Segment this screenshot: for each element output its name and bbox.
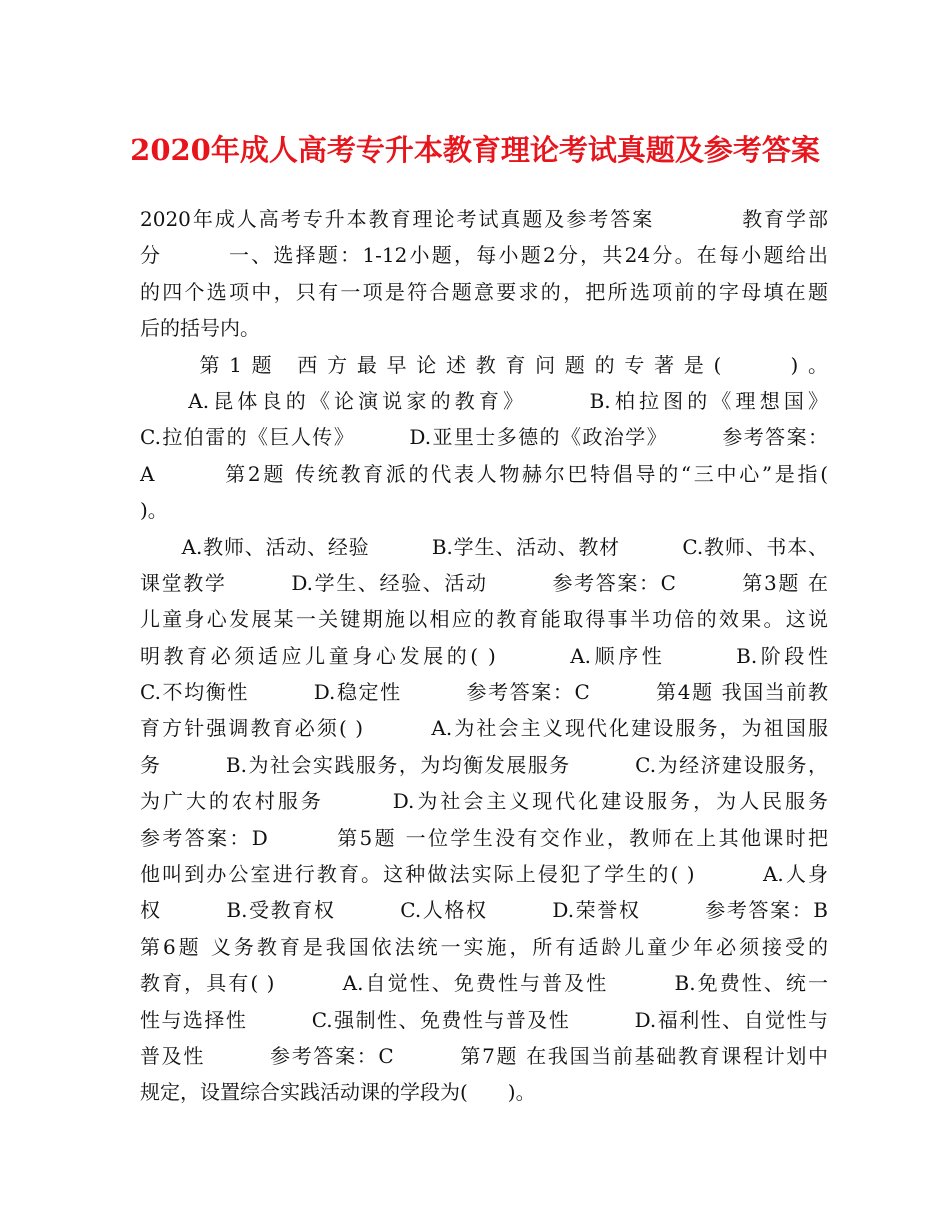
body-line: C.不均衡性 D.稳定性 参考答案：C 第4题 我国当前教 [140, 680, 828, 705]
body-line: 分 一、选择题：1-12小题，每小题2分，共24分。在每小题给出 [140, 243, 828, 268]
body-line: 为广大的农村服务 D.为社会主义现代化建设服务，为人民服务 [140, 789, 828, 814]
body-line: 务 B.为社会实践服务，为均衡发展服务 C.为经济建设服务， [140, 752, 828, 777]
body-line: 的四个选项中，只有一项是符合题意要求的，把所选项前的字母填在题 [140, 279, 828, 304]
body-line: 2020年成人高考专升本教育理论考试真题及参考答案 教育学部 [140, 207, 828, 231]
document-body [140, 201, 828, 1111]
body-line: 参考答案：D 第5题 一位学生没有交作业，教师在上其他课时把 [140, 825, 828, 850]
body-line: A.昆体良的《论演说家的教育》 B.柏拉图的《理想国》 [140, 388, 828, 413]
body-line: 教育，具有( ) A.自觉性、免费性与普及性 B.免费性、统一 [140, 971, 828, 996]
body-line: 他叫到办公室进行教育。这种做法实际上侵犯了学生的( ) A.人身 [140, 862, 828, 887]
body-line: A 第2题 传统教育派的代表人物赫尔巴特倡导的“三中心”是指( [140, 461, 828, 486]
body-line: 普及性 参考答案：C 第7题 在我国当前基础教育课程计划中 [140, 1043, 828, 1068]
body-line: 明教育必须适应儿童身心发展的( ) A.顺序性 B.阶段性 [140, 643, 828, 668]
body-line: 育方针强调教育必须( ) A.为社会主义现代化建设服务，为祖国服 [140, 716, 828, 741]
body-line: 第6题 义务教育是我国依法统一实施，所有适龄儿童少年必须接受的 [140, 934, 828, 959]
body-line: A.教师、活动、经验 B.学生、活动、教材 C.教师、书本、 [140, 534, 828, 559]
body-line: 性与选择性 C.强制性、免费性与普及性 D.福利性、自觉性与 [140, 1007, 828, 1032]
body-line: )。 [140, 498, 168, 523]
body-line: 权 B.受教育权 C.人格权 D.荣誉权 参考答案：B [140, 898, 828, 923]
body-line: C.拉伯雷的《巨人传》 D.亚里士多德的《政治学》 参考答案： [140, 425, 828, 450]
body-line: 课堂教学 D.学生、经验、活动 参考答案：C 第3题 在 [140, 570, 828, 595]
body-line: 后的括号内。 [140, 316, 260, 341]
document-title: 2020年成人高考专升本教育理论考试真题及参考答案 [130, 133, 820, 167]
body-line: 第1题 西方最早论述教育问题的专著是( )。 [140, 352, 828, 377]
body-line: 儿童身心发展某一关键期施以相应的教育能取得事半功倍的效果。这说 [140, 607, 828, 632]
body-line: 规定，设置综合实践活动课的学段为( )。 [140, 1080, 536, 1105]
